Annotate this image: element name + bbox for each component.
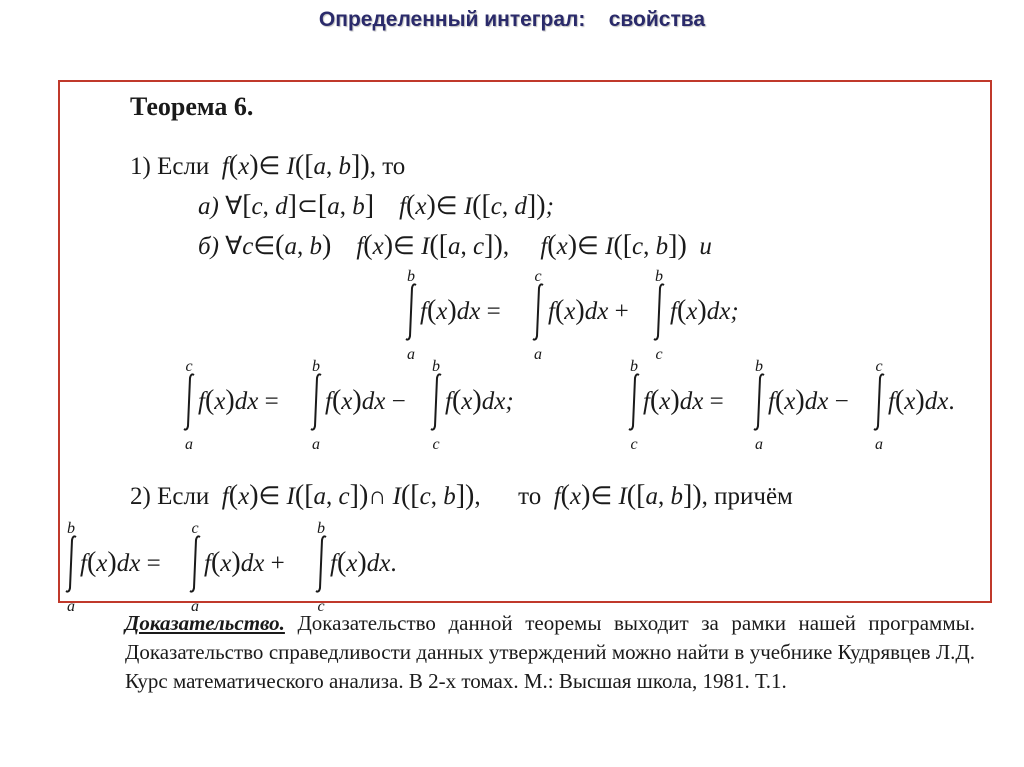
theorem-heading: Теорема 6. [130,92,254,121]
formula-expr: f(x)dx = [80,547,161,578]
formula-expr: f(x)dx; [445,385,514,416]
formula-expr: f(x)dx + [548,295,629,326]
formula-expr: f(x)dx − [325,385,406,416]
integral-sign: c a [875,358,883,453]
integral-sign: c a [534,268,542,363]
integral-sign: b a [407,268,415,363]
item2-moreover: , причём [701,483,793,510]
item2-line: 2) Если f(x)∈ I([a, c])∩ I([c, b]), то f(x)∈ I([a, b]), причём [130,480,793,511]
integral-sign: c a [185,358,193,453]
formula-expr: f(x)dx = [198,385,279,416]
integral-sign: b a [755,358,763,453]
formula-expr: f(x)dx. [330,547,397,578]
item1b-label: б) [198,233,219,260]
item1a-line: а) ∀[c, d]⊂[a, b] f(x)∈ I([c, d]); [198,190,554,221]
formula-expr: f(x)dx − [768,385,849,416]
formula-expr: f(x)dx + [204,547,285,578]
integral-sign: c a [191,520,199,615]
item1-prefix: 1) Если [130,153,210,180]
slide-title: Определенный интеграл: свойства [318,8,706,31]
item1a-label: а) [198,193,219,220]
integral-sign: b c [317,520,325,615]
item1b-and: и [699,233,712,260]
item1-line: 1) Если f(x)∈ I([a, b]), то [130,150,406,181]
proof-paragraph [125,609,975,696]
proof-text: Доказательство данной теоремы выходит за рамки нашей программы. Доказательство справедливости данных утверждений можно найти в учебнике Кудрявцев Л.Д. Курс математического анализа. В 2-х томах. М.: Высшая школа, 1981. Т.1. [125,611,975,693]
item1b-line: б) ∀c∈(a, b) f(x)∈ I([a, c]), f(x)∈ I([c, b]) и [198,230,712,261]
integral-sign: b c [432,358,440,453]
integral-sign: b a [312,358,320,453]
integral-sign: b c [630,358,638,453]
formula-expr: f(x)dx. [888,385,955,416]
formula-expr: f(x)dx = [420,295,501,326]
formula-expr: f(x)dx = [643,385,724,416]
integral-sign: b c [655,268,663,363]
proof-heading: Доказательство. [125,611,285,635]
formula-expr: f(x)dx; [670,295,739,326]
item1-then: , то [369,153,406,180]
integral-sign: b a [67,520,75,615]
item2-then: то [518,483,542,510]
item2-prefix: 2) Если [130,483,210,510]
